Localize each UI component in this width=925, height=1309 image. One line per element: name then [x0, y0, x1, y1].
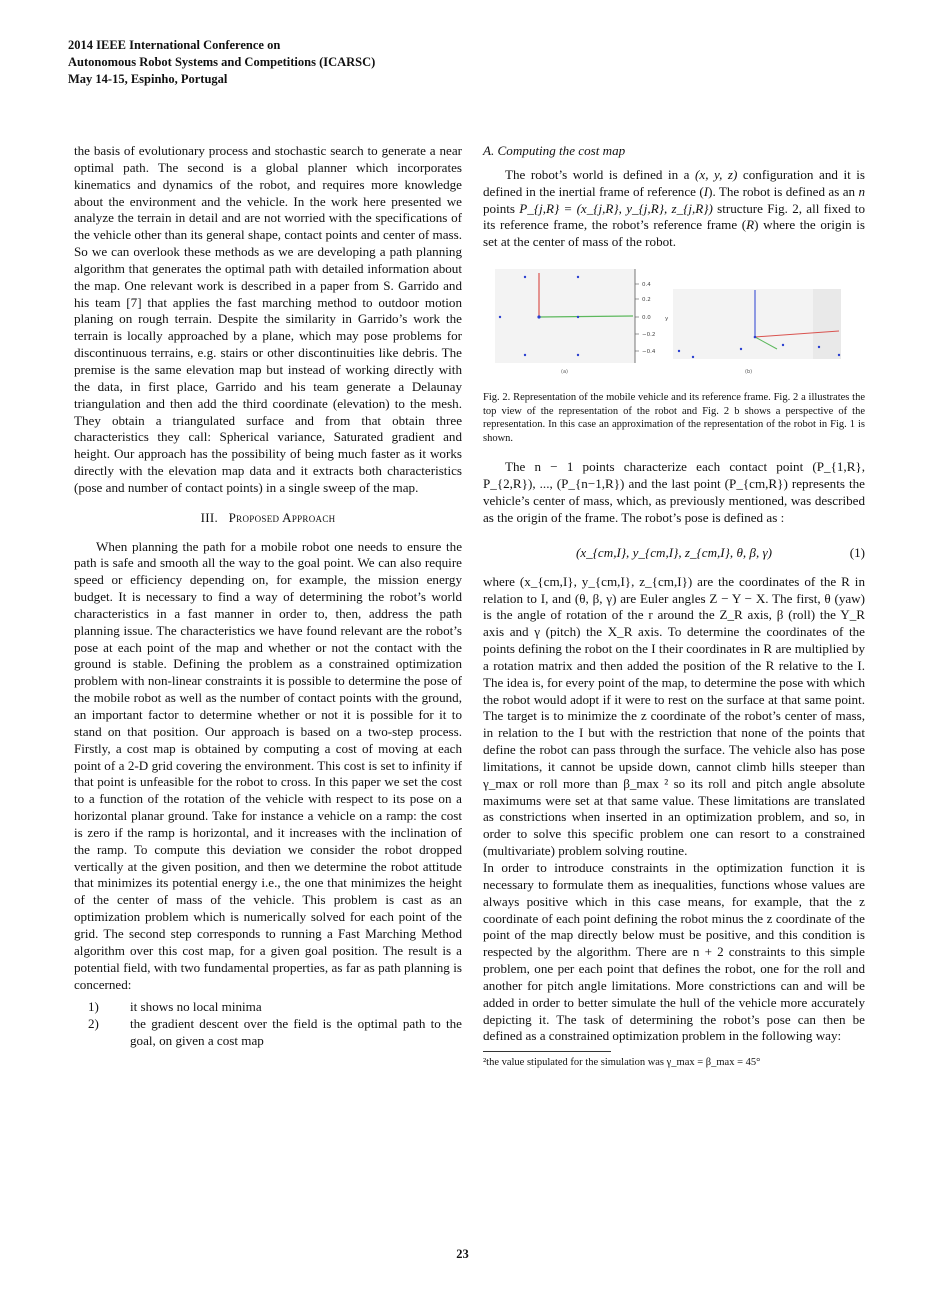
paragraph-euler-angles: where (x_{cm,I}, y_{cm,I}, z_{cm,I}) are the coordinates of the R in relation to I, and (θ, β, γ) are Euler angles Z − Y − X. The first, θ (yaw) is the angle of rotation of the r around the Z_R axis, β (roll) the Y_R axis and γ (pitch) the X_R axis. To determine the coordinates of the points defining the robot on the I their coordinates in R are multiplied by a rotation matrix and then added the position of the R relative to the I. The idea is, for every point of the map, to determine the pose with which the robot would adopt if it were to rest on the surface at that same point. The target is to minimize the z coordinate of the robot’s center of mass, in relation to the I but with the restriction that none of the points that define the robot can pass through the surface. The vehicle also has pose limitations, it cannot be upside down, cannot climb hills steeper than γ_max or roll more than β_max ² so its roll and pitch angle absolute maximums were set at that same value. These limitations are translated as constrictions when inserted in an optimization problem, and so, in order to solve this specific problem one can resort to a constrained (multivariate) problem solving routine.	[483, 573, 865, 859]
math-inertial-frame: I	[703, 183, 709, 199]
contact-point	[524, 354, 526, 356]
right-column	[483, 143, 865, 1069]
paragraph-contact-points: The n − 1 points characterize each contact point (P_{1,R}, P_{2,R}), ..., (P_{n−1,R}) and the last point (P_{cm,R}) represents the vehicle’s center of mass, which, as previously mentioned, was described as the origin of the frame. The robot’s pose is defined as :	[483, 459, 865, 525]
tick-label: 0.4	[642, 282, 651, 289]
text-run: structure Fig. 2, all fixed to its reference frame, the robot’s reference frame (	[483, 200, 865, 233]
list-item-text: the gradient descent over the field is the optimal path to the goal, on given a cost map	[130, 1016, 462, 1049]
equation-body: (x_{cm,I}, y_{cm,I}, z_{cm,I}, θ, β, γ)	[575, 544, 773, 560]
header-line-3: May 14-15, Espinho, Portugal	[68, 72, 228, 86]
contact-point	[692, 356, 694, 358]
header-line-1: 2014 IEEE International Conference on	[68, 38, 281, 52]
text-run: configuration and it is defined in the inertial frame of reference (	[483, 166, 865, 199]
figure-2-plots	[483, 265, 865, 381]
contact-point	[818, 346, 820, 348]
section-number: III.	[200, 509, 218, 525]
contact-point	[740, 348, 742, 350]
paragraph-related-work: the basis of evolutionary process and stochastic search to generate a near optimal path. The second is a global planner which incorporates kinematics and dynamics of the robot, and requires more knowledge about the environment and the vehicle. In the work here presented we analyze the terrain in detail and are not worried with the specifications of the vehicle other than its general shape, contact points and center of mass. So we can overlook these methods as we are developing a path planning algorithm that generates the optimal path with detailed information about the map. One relevant work is described in a paper from S. Garrido and his team [7] that applies the fast marching method to outdoor motion planing on rough terrain. Despite the similarity in Garrido’s work the terrain is locally approached by a plane, which may pose problems for discontinuous terrains, e.g. stairs or other discontinuities like debris. The premise is the same elevation map but instead of working directly with the data, in first place, Garrido and his team generate a Delaunay triangulation and then add the third coordinate (elevation) to the mesh. They obtain a triangulated surface and from that obtain three characteristics they call: Spherical variance, Saturated gradient and height. Our approach has the possibility of being much faster as it works directly with the elevation map data and it extracts both characteristics (pose and number of contact points) in a single sweep of the map.	[74, 143, 462, 495]
paragraph-world-definition	[483, 167, 865, 251]
text-run: ) where the origin is set at the center of mass of the robot.	[483, 217, 865, 250]
conference-header	[68, 37, 375, 88]
section-heading	[74, 510, 462, 527]
footnote-divider	[483, 1051, 611, 1052]
tick-label: −0.4	[642, 349, 656, 356]
tick-label: −0.2	[642, 332, 656, 339]
left-column	[74, 143, 462, 1050]
contact-point	[524, 276, 526, 278]
center-of-mass-point	[537, 315, 540, 318]
contact-point	[838, 354, 840, 356]
text-run: points	[483, 200, 520, 216]
contact-point	[577, 276, 579, 278]
contact-point	[678, 350, 680, 352]
math-xyz: (x, y, z)	[695, 166, 738, 182]
equation-number: (1)	[849, 544, 865, 560]
math-n: n	[858, 183, 865, 199]
list-item-number: 2)	[88, 1016, 99, 1032]
equation-1	[483, 545, 865, 562]
page-number: 23	[456, 1247, 469, 1261]
footnote: ²the value stipulated for the simulation was γ_max = β_max = 45°	[483, 1057, 761, 1069]
list-item-number: 1)	[88, 999, 99, 1015]
header-line-2: Autonomous Robot Systems and Competitions (ICARSC)	[68, 55, 376, 69]
subplot-label-b: (b)	[745, 369, 753, 376]
list-item	[74, 1016, 462, 1050]
list-item-text: it shows no local minima	[130, 999, 262, 1015]
tick-label: 0.0	[642, 315, 651, 322]
axis-label-y: y	[665, 316, 669, 323]
contact-point	[499, 316, 501, 318]
math-point-structure: P_{j,R} = (x_{j,R}, y_{j,R}, z_{j,R})	[519, 200, 713, 216]
subsection-heading: A. Computing the cost map	[483, 143, 626, 158]
figure-2	[483, 265, 865, 381]
paragraph-constraints: In order to introduce constraints in the optimization function it is necessary to formulate them as inequalities, functions whose values are always positive which in this case means, for example, that the z coordinate of each point defining the robot minus the z coordinate of the point of the map directly below must be positive, and this condition is respected by the algorithm. There are n + 2 constraints to this simple problem, one per each point that defines the robot, one for the roll and another for pitch angle limitations. More constrictions can and will be added in order to better simulate the hull of the vehicle more accurately depicting it. The task of determining the robot’s pose can then be defined as a constrained optimization problem in the following way:	[483, 860, 865, 1044]
math-robot-frame: R	[746, 217, 755, 233]
text-run: The robot’s world is defined in a	[505, 166, 696, 182]
subplot-label-a: (a)	[561, 369, 568, 376]
text-run: ). The robot is defined as an	[708, 183, 859, 199]
contact-point	[782, 344, 784, 346]
properties-list	[74, 999, 462, 1050]
paragraph-approach: When planning the path for a mobile robot one needs to ensure the path is safe and smooth all the way to the goal point. We can also require speed or efficiency depending on, for example, the mission energy budget. It is necessary to find a way of determining the robot’s world characteristics in a fast manner in order to, then, address the path planning issue. The characteristics we have found relevant are the robot’s pose at each point of the map and whether or not the contact with the ground is stable. Defining the problem as a constrained optimization problem with non-linear constraints it is possible to determine the pose of the mobile robot as well as the number of contact points with the ground, an important factor to determine whether or not it is possible for it to stand on that position. Our approach is based on a two-step process. Firstly, a cost map is obtained by computing a cost of moving at each point of a 2-D grid covering the environment. This cost is set to infinity if that point is unfeasible for the robot to cross. In this paper we set the cost to a function of the rotation of the vehicle with respect to its pose on a horizontal planar ground. Take for instance a vehicle on a ramp: the cost is zero if the ramp is horizontal, and it increases with the inclination of the ramp. To compute this deviation we consider the robot dropped vertically at the given position, and then we determine the robot attitude that minimizes its potential energy i.e., the one that minimizes the height of the center of mass of the vehicle. This problem is cast as an optimization problem which is numerically solved for each point of the grid. The second step corresponds to running a Fast Marching Method algorithm over this cost map, for a given goal position. The result is a potential field, with two fundamental properties, as far as path planning is concerned:	[74, 538, 462, 992]
section-title: Proposed Approach	[228, 509, 336, 525]
tick-label: 0.2	[642, 297, 651, 304]
list-item	[74, 999, 462, 1016]
contact-point	[577, 354, 579, 356]
contact-point	[577, 316, 579, 318]
figure-2-caption: Fig. 2. Representation of the mobile vehicle and its reference frame. Fig. 2 a illustrates the top view of the representation of the robot and Fig. 2 b shows a perspective of the representation. In this case an approximation of the representation of the robot in Fig. 1 is shown.	[483, 392, 865, 444]
